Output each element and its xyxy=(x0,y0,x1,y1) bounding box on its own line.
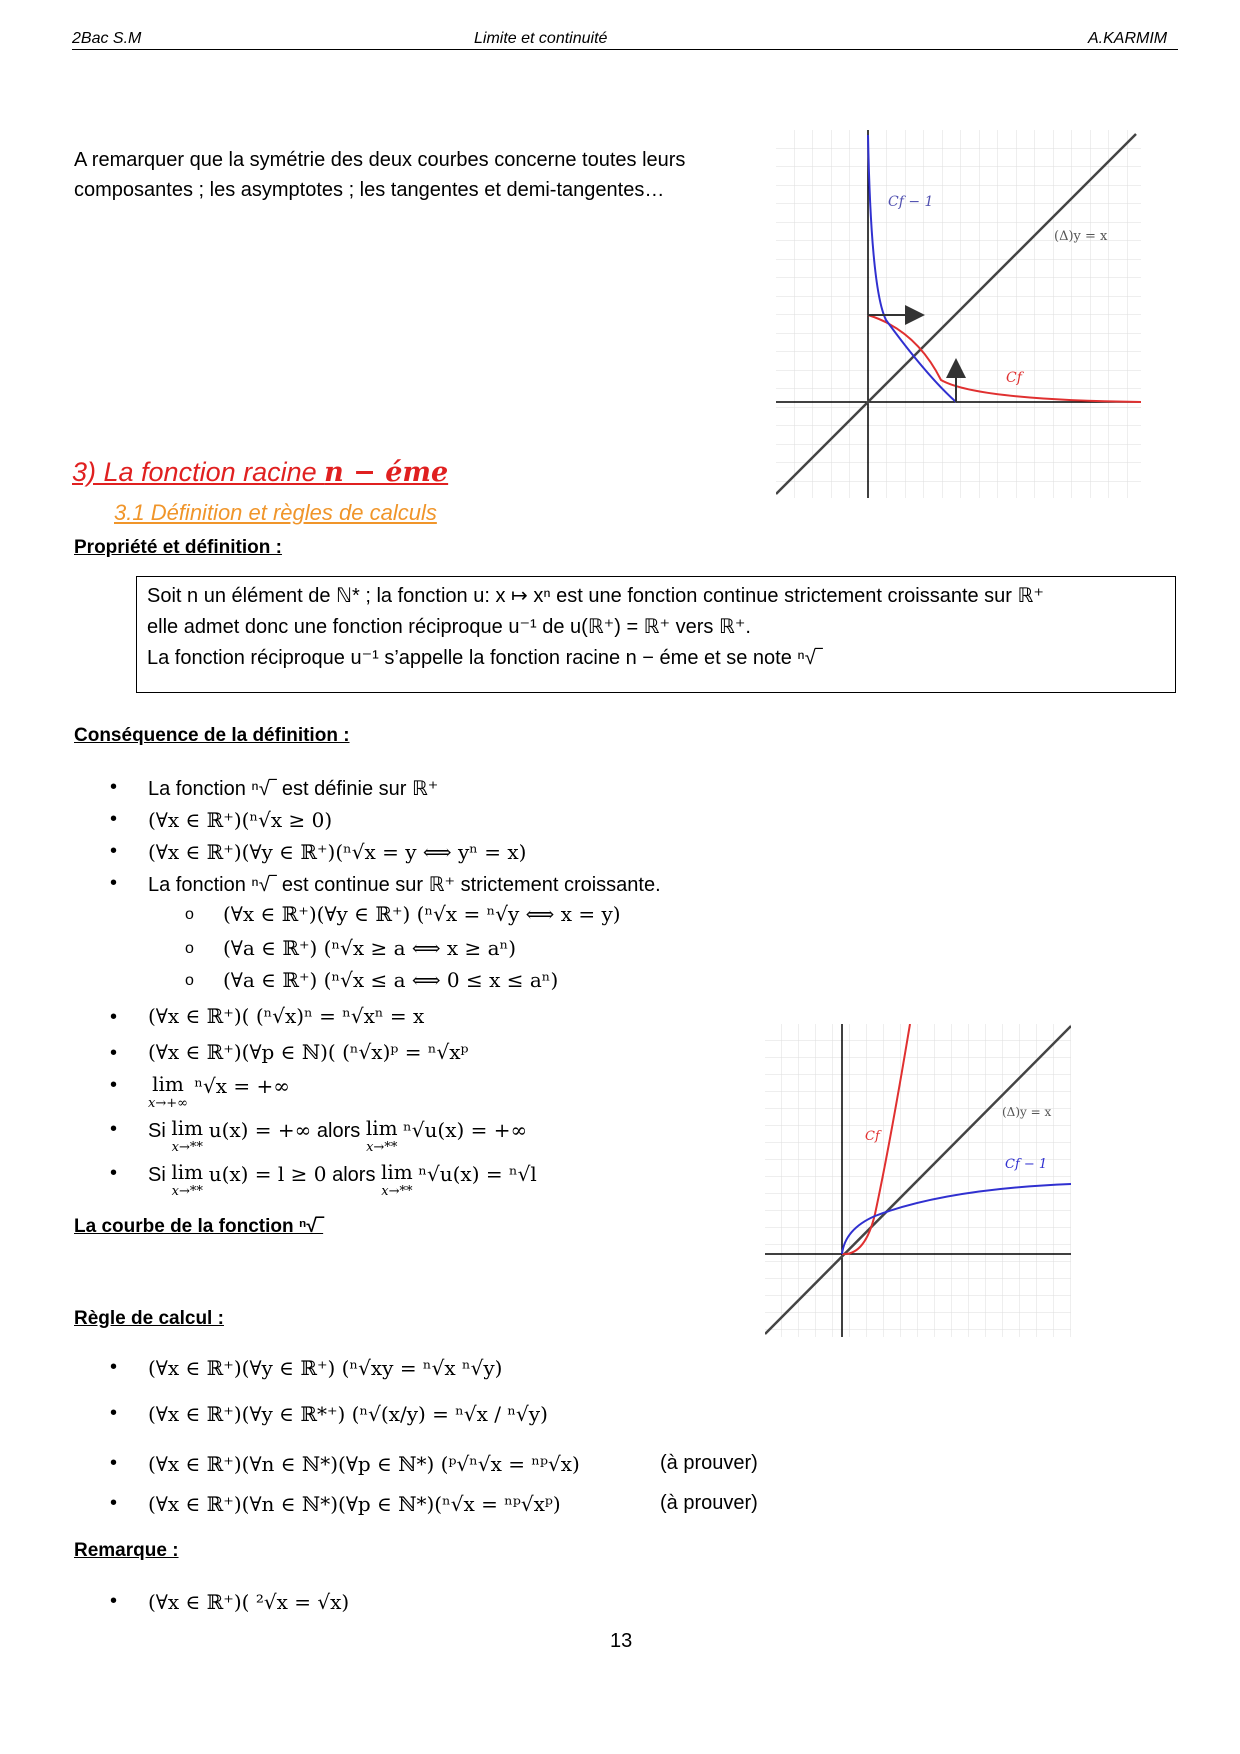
definition-box xyxy=(136,576,1176,693)
prove-note-2: (à prouver) xyxy=(660,1492,758,1514)
rule-3: (∀x ∈ ℝ⁺)(∀n ∈ ℕ*)(∀p ∈ ℕ*) (ᵖ√ⁿ√x = ⁿᵖ√x) xyxy=(148,1452,580,1476)
graph-reciprocal-symmetry xyxy=(776,130,1141,498)
sub-bullet-icon: o xyxy=(185,906,194,923)
subsection-title: 3.1 Définition et règles de calculs xyxy=(114,500,437,525)
remark-heading: Remarque : xyxy=(74,1540,179,1561)
definition-line-3: La fonction réciproque u⁻¹ s’appelle la fonction racine n − éme et se note ⁿ√‾ xyxy=(147,647,823,669)
bullet-icon: • xyxy=(110,1118,118,1140)
definition-line-2: elle admet donc une fonction réciproque u⁻¹ de u(ℝ⁺) = ℝ⁺ vers ℝ⁺. xyxy=(147,616,751,638)
label-cf-inverse: Cf − 1 xyxy=(888,194,934,210)
sub-consequence-1: (∀x ∈ ℝ⁺)(∀y ∈ ℝ⁺) (ⁿ√x = ⁿ√y ⟺ x = y) xyxy=(223,902,621,926)
label-cf: Cf xyxy=(1006,370,1022,386)
bullet-icon: • xyxy=(110,776,118,798)
consequence-heading: Conséquence de la définition : xyxy=(74,725,350,746)
rule-4: (∀x ∈ ℝ⁺)(∀n ∈ ℕ*)(∀p ∈ ℕ*)(ⁿ√x = ⁿᵖ√xᵖ) xyxy=(148,1492,561,1516)
consequence-4: La fonction ⁿ√‾ est continue sur ℝ⁺ strictement croissante. xyxy=(148,874,661,896)
header-left: 2Bac S.M xyxy=(72,30,142,47)
bullet-icon: • xyxy=(110,1402,118,1424)
graph-root-function xyxy=(765,1024,1071,1337)
bullet-icon: • xyxy=(110,1162,118,1184)
bullet-icon: • xyxy=(110,840,118,862)
remark-text: (∀x ∈ ℝ⁺)( ²√x = √x) xyxy=(148,1590,350,1614)
bullet-icon: • xyxy=(110,1074,118,1096)
limit-1: lim x→+∞ ⁿ√x = +∞ xyxy=(148,1072,290,1111)
bullet-icon: • xyxy=(110,1492,118,1514)
property-heading: Propriété et définition : xyxy=(74,537,282,558)
bullet-icon: • xyxy=(110,872,118,894)
label-delta: (Δ)y = x xyxy=(1054,229,1108,244)
consequence-3: (∀x ∈ ℝ⁺)(∀y ∈ ℝ⁺)(ⁿ√x = y ⟺ yⁿ = x) xyxy=(148,840,527,864)
sub-consequence-3: (∀a ∈ ℝ⁺) (ⁿ√x ≤ a ⟺ 0 ≤ x ≤ aⁿ) xyxy=(223,968,559,992)
header-center: Limite et continuité xyxy=(474,30,608,47)
bullet-icon: • xyxy=(110,1590,118,1612)
sub-bullet-icon: o xyxy=(185,972,194,989)
consequence-1: La fonction ⁿ√‾ est définie sur ℝ⁺ xyxy=(148,778,439,800)
page-number: 13 xyxy=(610,1630,633,1652)
header-rule xyxy=(72,49,1178,50)
curve-heading: La courbe de la fonction ⁿ√‾ xyxy=(74,1216,324,1237)
limit-2: Si lim x→** u(x) = +∞ alors lim x→** ⁿ√u(x) = +∞ xyxy=(148,1116,528,1155)
bullet-icon: • xyxy=(110,1006,118,1028)
rules-heading: Règle de calcul : xyxy=(74,1308,224,1329)
sub-bullet-icon: o xyxy=(185,940,194,957)
rule-2: (∀x ∈ ℝ⁺)(∀y ∈ ℝ*⁺) (ⁿ√(x/y) = ⁿ√x / ⁿ√y) xyxy=(148,1402,548,1426)
rule-1: (∀x ∈ ℝ⁺)(∀y ∈ ℝ⁺) (ⁿ√xy = ⁿ√x ⁿ√y) xyxy=(148,1356,503,1380)
bullet-icon: • xyxy=(110,808,118,830)
limit-3: Si lim x→** u(x) = l ≥ 0 alors lim x→** ⁿ√u(x) = ⁿ√l xyxy=(148,1160,537,1199)
label-delta: (Δ)y = x xyxy=(1002,1105,1052,1119)
label-cf: Cf xyxy=(865,1129,880,1144)
section-title: 3) La fonction racine n − éme xyxy=(72,457,449,488)
consequence-5: (∀x ∈ ℝ⁺)( (ⁿ√x)ⁿ = ⁿ√xⁿ = x xyxy=(148,1004,425,1028)
sub-consequence-2: (∀a ∈ ℝ⁺) (ⁿ√x ≥ a ⟺ x ≥ aⁿ) xyxy=(223,936,517,960)
consequence-2: (∀x ∈ ℝ⁺)(ⁿ√x ≥ 0) xyxy=(148,808,333,832)
header-right: A.KARMIM xyxy=(1088,30,1168,47)
bullet-icon: • xyxy=(110,1356,118,1378)
definition-line-1: Soit n un élément de ℕ* ; la fonction u: x ↦ xⁿ est une fonction continue strictement croissante sur ℝ⁺ xyxy=(147,585,1044,607)
bullet-icon: • xyxy=(110,1042,118,1064)
label-cf-inverse: Cf − 1 xyxy=(1005,1157,1048,1172)
intro-paragraph: A remarquer que la symétrie des deux courbes concerne toutes leurs composantes ; les asymptotes ; les tangentes et demi-tangentes… xyxy=(74,149,686,201)
bullet-icon: • xyxy=(110,1452,118,1474)
prove-note-1: (à prouver) xyxy=(660,1452,758,1474)
consequence-6: (∀x ∈ ℝ⁺)(∀p ∈ ℕ)( (ⁿ√x)ᵖ = ⁿ√xᵖ xyxy=(148,1040,469,1064)
